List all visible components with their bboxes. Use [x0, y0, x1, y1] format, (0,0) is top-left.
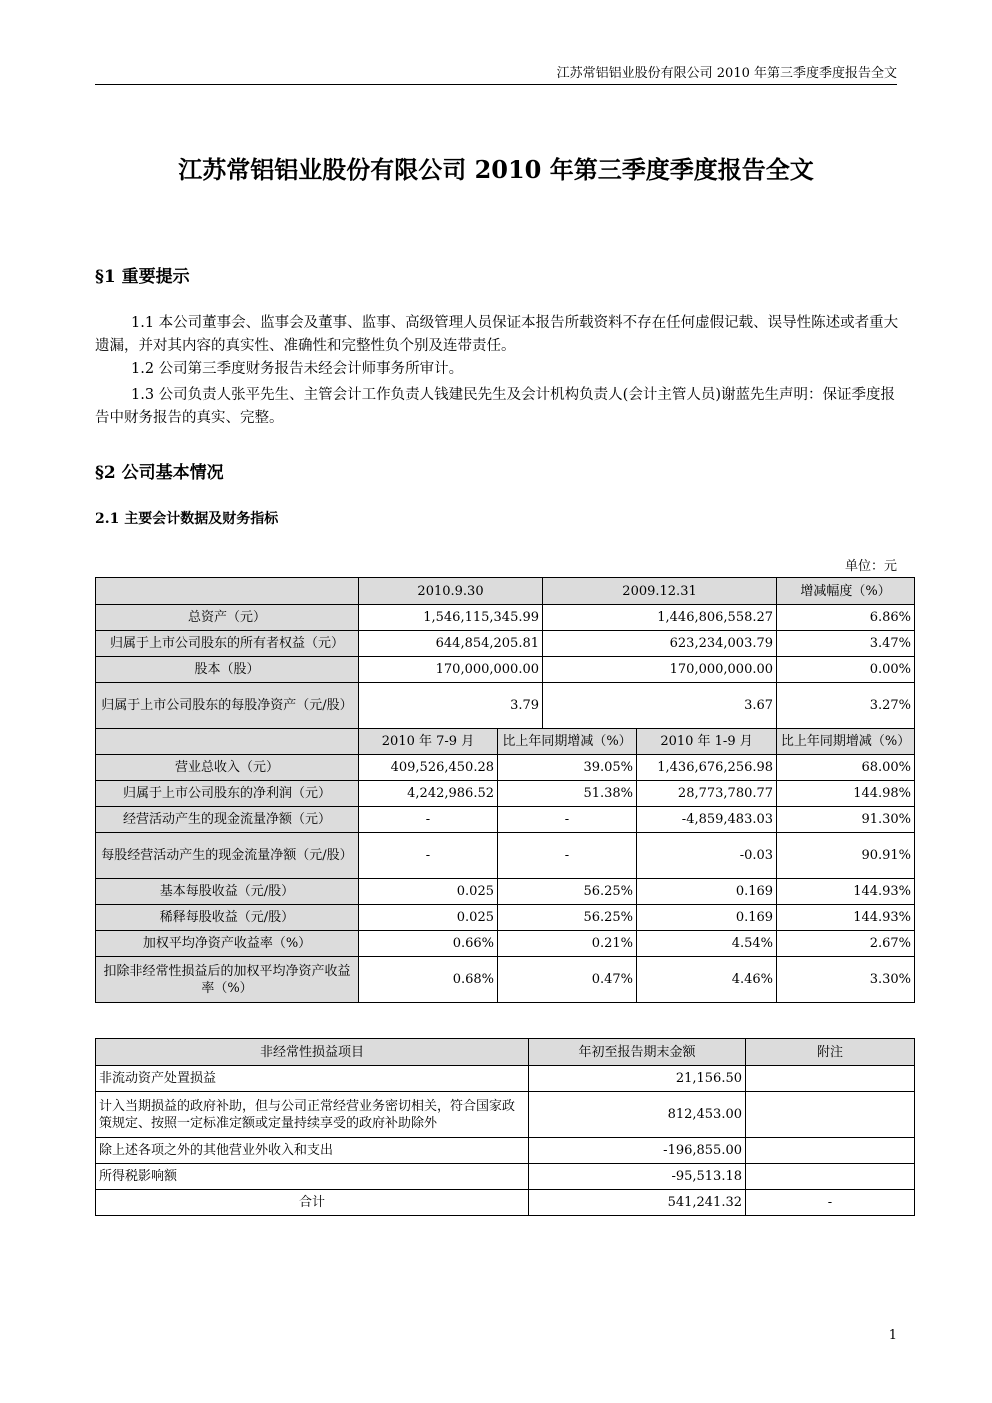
- table-row: [96, 1138, 915, 1164]
- table-row: [96, 605, 915, 631]
- note-cell: [746, 1066, 915, 1092]
- value-cell: 91.30%: [777, 807, 915, 833]
- paragraph-1-1: 1.1 本公司董事会、监事会及董事、监事、高级管理人员保证本报告所载资料不存在任何虚假记载、误导性陈述或者重大遗漏，并对其内容的真实性、准确性和完整性负个别及连带责任。: [95, 315, 899, 354]
- document-title: 江苏常铝铝业股份有限公司 2010 年第三季度季度报告全文: [178, 155, 814, 184]
- value-cell: 1,546,115,345.99: [359, 605, 543, 631]
- value-cell: 0.025: [359, 879, 498, 905]
- note-cell: [746, 1164, 915, 1190]
- non-recurring-items-table: [95, 1038, 915, 1216]
- value-cell: -: [359, 807, 498, 833]
- note-cell: [746, 1092, 915, 1138]
- item-cell: 除上述各项之外的其他营业外收入和支出: [96, 1138, 529, 1164]
- header-cell: [96, 729, 359, 755]
- table-row: [96, 631, 915, 657]
- value-cell: -: [498, 807, 637, 833]
- row-label-cell: 每股经营活动产生的现金流量净额（元/股）: [96, 833, 359, 879]
- amount-cell: 21,156.50: [529, 1066, 746, 1092]
- value-cell: 68.00%: [777, 755, 915, 781]
- table-row: [96, 957, 915, 1003]
- header-cell: 2010.9.30: [359, 578, 543, 605]
- row-label-cell: 加权平均净资产收益率（%）: [96, 931, 359, 957]
- value-cell: 1,436,676,256.98: [637, 755, 777, 781]
- value-cell: -0.03: [637, 833, 777, 879]
- value-cell: 2.67%: [777, 931, 915, 957]
- value-cell: 4.46%: [637, 957, 777, 1003]
- value-cell: 0.00%: [777, 657, 915, 683]
- subsection-2-1-heading: 2.1 主要会计数据及财务指标: [95, 511, 279, 527]
- table-row: [96, 683, 915, 729]
- running-header: 江苏常铝铝业股份有限公司 2010 年第三季度季度报告全文: [556, 66, 897, 81]
- row-label-cell: 归属于上市公司股东的净利润（元）: [96, 781, 359, 807]
- amount-cell: -95,513.18: [529, 1164, 746, 1190]
- row-label-cell: 扣除非经常性损益后的加权平均净资产收益率（%）: [96, 957, 359, 1003]
- header-cell: [96, 578, 359, 605]
- page-number: 1: [888, 1328, 897, 1343]
- table-row: [96, 833, 915, 879]
- value-cell: -: [359, 833, 498, 879]
- table-row: [96, 755, 915, 781]
- value-cell: 90.91%: [777, 833, 915, 879]
- value-cell: 6.86%: [777, 605, 915, 631]
- table-row: [96, 1190, 915, 1216]
- section2-heading: §2 公司基本情况: [95, 463, 224, 483]
- value-cell: 0.47%: [498, 957, 637, 1003]
- row-label-cell: 经营活动产生的现金流量净额（元）: [96, 807, 359, 833]
- row-label-cell: 归属于上市公司股东的所有者权益（元）: [96, 631, 359, 657]
- row-label-cell: 营业总收入（元）: [96, 755, 359, 781]
- table-row: [96, 1092, 915, 1138]
- value-cell: 4,242,986.52: [359, 781, 498, 807]
- total-amount-cell: 541,241.32: [529, 1190, 746, 1216]
- header-cell: 非经常性损益项目: [96, 1039, 529, 1066]
- value-cell: 623,234,003.79: [543, 631, 777, 657]
- item-cell: 非流动资产处置损益: [96, 1066, 529, 1092]
- table-row: [96, 578, 915, 605]
- value-cell: 56.25%: [498, 905, 637, 931]
- amount-cell: 812,453.00: [529, 1092, 746, 1138]
- value-cell: 144.98%: [777, 781, 915, 807]
- table-row: [96, 1039, 915, 1066]
- header-cell: 增减幅度（%）: [777, 578, 915, 605]
- header-cell: 比上年同期增减（%）: [777, 729, 915, 755]
- table-row: [96, 1164, 915, 1190]
- value-cell: 3.27%: [777, 683, 915, 729]
- row-label-cell: 股本（股）: [96, 657, 359, 683]
- value-cell: 144.93%: [777, 905, 915, 931]
- total-label-cell: 合计: [96, 1190, 529, 1216]
- value-cell: 0.025: [359, 905, 498, 931]
- row-label-cell: 基本每股收益（元/股）: [96, 879, 359, 905]
- value-cell: 3.47%: [777, 631, 915, 657]
- table-row: [96, 657, 915, 683]
- item-cell: 计入当期损益的政府补助，但与公司正常经营业务密切相关，符合国家政策规定、按照一定标准定额或定量持续享受的政府补助除外: [96, 1092, 529, 1138]
- value-cell: 51.38%: [498, 781, 637, 807]
- table-row: [96, 931, 915, 957]
- value-cell: 0.169: [637, 905, 777, 931]
- header-cell: 2010 年 1-9 月: [637, 729, 777, 755]
- header-rule: [95, 84, 897, 85]
- value-cell: 3.67: [543, 683, 777, 729]
- value-cell: 0.21%: [498, 931, 637, 957]
- value-cell: 4.54%: [637, 931, 777, 957]
- financial-indicators-table: [95, 577, 915, 1003]
- value-cell: 3.79: [359, 683, 543, 729]
- value-cell: 644,854,205.81: [359, 631, 543, 657]
- unit-label: 单位：元: [844, 559, 897, 574]
- table-row: [96, 729, 915, 755]
- header-cell: 年初至报告期末金额: [529, 1039, 746, 1066]
- table-row: [96, 1066, 915, 1092]
- row-label-cell: 总资产（元）: [96, 605, 359, 631]
- value-cell: 3.30%: [777, 957, 915, 1003]
- value-cell: 28,773,780.77: [637, 781, 777, 807]
- paragraph-1-3: 1.3 公司负责人张平先生、主管会计工作负责人钱建民先生及会计机构负责人(会计主管人员)谢蓝先生声明：保证季度报告中财务报告的真实、完整。: [95, 387, 895, 426]
- value-cell: -4,859,483.03: [637, 807, 777, 833]
- value-cell: 0.68%: [359, 957, 498, 1003]
- value-cell: -: [498, 833, 637, 879]
- table-row: [96, 781, 915, 807]
- header-cell: 2009.12.31: [543, 578, 777, 605]
- table-row: [96, 905, 915, 931]
- value-cell: 56.25%: [498, 879, 637, 905]
- value-cell: 144.93%: [777, 879, 915, 905]
- value-cell: 0.66%: [359, 931, 498, 957]
- value-cell: 1,446,806,558.27: [543, 605, 777, 631]
- section1-heading: §1 重要提示: [95, 267, 190, 287]
- note-cell: [746, 1138, 915, 1164]
- row-label-cell: 稀释每股收益（元/股）: [96, 905, 359, 931]
- value-cell: 170,000,000.00: [543, 657, 777, 683]
- table-row: [96, 807, 915, 833]
- total-note-cell: -: [746, 1190, 915, 1216]
- item-cell: 所得税影响额: [96, 1164, 529, 1190]
- paragraph-1-2: 1.2 公司第三季度财务报告未经会计师事务所审计。: [131, 361, 464, 377]
- value-cell: 39.05%: [498, 755, 637, 781]
- header-cell: 比上年同期增减（%）: [498, 729, 637, 755]
- header-cell: 附注: [746, 1039, 915, 1066]
- value-cell: 170,000,000.00: [359, 657, 543, 683]
- row-label-cell: 归属于上市公司股东的每股净资产（元/股）: [96, 683, 359, 729]
- value-cell: 0.169: [637, 879, 777, 905]
- value-cell: 409,526,450.28: [359, 755, 498, 781]
- amount-cell: -196,855.00: [529, 1138, 746, 1164]
- header-cell: 2010 年 7-9 月: [359, 729, 498, 755]
- table-row: [96, 879, 915, 905]
